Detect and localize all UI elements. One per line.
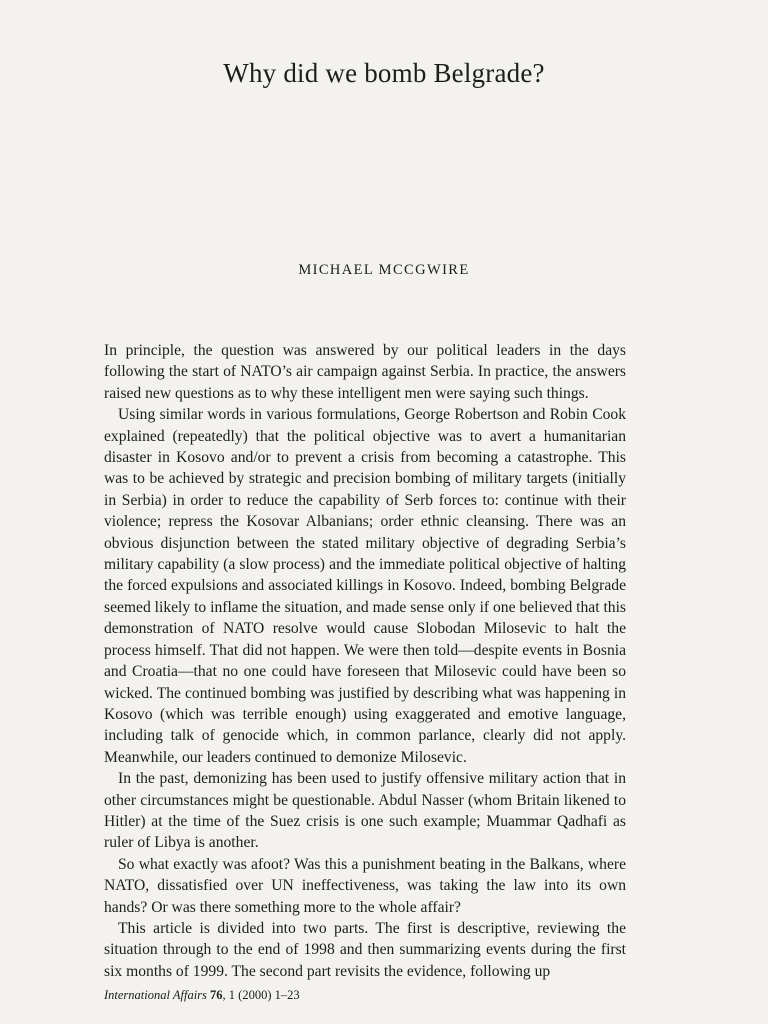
author-name: MICHAEL MCCGWIRE [298, 262, 470, 278]
paragraph-4: So what exactly was afoot? Was this a punishment beating in the Balkans, where NATO, dissatisfied over UN ineffectiveness, was taking the law into its own hands? Or was there something more to the whole affair? [104, 855, 626, 916]
paragraph-2: Using similar words in various formulations, George Robertson and Robin Cook explained (repeatedly) that the political objective was to avert a humanitarian disaster in Kosovo and/or to prevent a crisis from becoming a catastrophe. This was to be achieved by strategic and precision bombing of military targets (initially in Serbia) in order to reduce the capability of Serb forces to: continue with their violence; repress the Kosovar Albanians; order ethnic cleansing. There was an obvious disjunction between the stated military objective of degrading Serbia’s military capability (a slow process) and the immediate political objective of halting the forced expulsions and associated killings in Kosovo. Indeed, bombing Belgrade seemed likely to inflame the situation, and made sense only if one believed that this demonstration of NATO resolve would cause Slobodan Milosevic to halt the process himself. That did not happen. We were then told—despite events in Bosnia and Croatia—that no one could have foreseen that Milosevic could have been so wicked. The continued bombing was justified by describing what was happening in Kosovo (which was terrible enough) using exaggerated and emotive language, including talk of genocide which, in common parlance, clearly did not apply. Meanwhile, our leaders continued to demonize Milosevic. [104, 406, 626, 766]
journal-issue-pages: , 1 (2000) 1–23 [222, 988, 300, 1002]
journal-citation [104, 988, 300, 1003]
journal-volume: 76 [210, 988, 223, 1002]
journal-name: International Affairs [104, 988, 207, 1002]
paragraph-5: This article is divided into two parts. The first is descriptive, reviewing the situation through to the end of 1998 and then summarizing events during the first six months of 1999. The second part revisits the evidence, following up [104, 919, 626, 980]
paragraph-3: In the past, demonizing has been used to justify offensive military action that in other circumstances might be questionable. Abdul Nasser (whom Britain likened to Hitler) at the time of the Suez crisis is one such example; Muammar Qadhafi as ruler of Libya is another. [104, 770, 626, 852]
article-body [104, 340, 626, 982]
paragraph-1: In principle, the question was answered by our political leaders in the days following the start of NATO’s air campaign against Serbia. In practice, the answers raised new questions as to why these intelligent men were saying such things. [104, 342, 626, 402]
article-title: Why did we bomb Belgrade? [223, 58, 545, 88]
